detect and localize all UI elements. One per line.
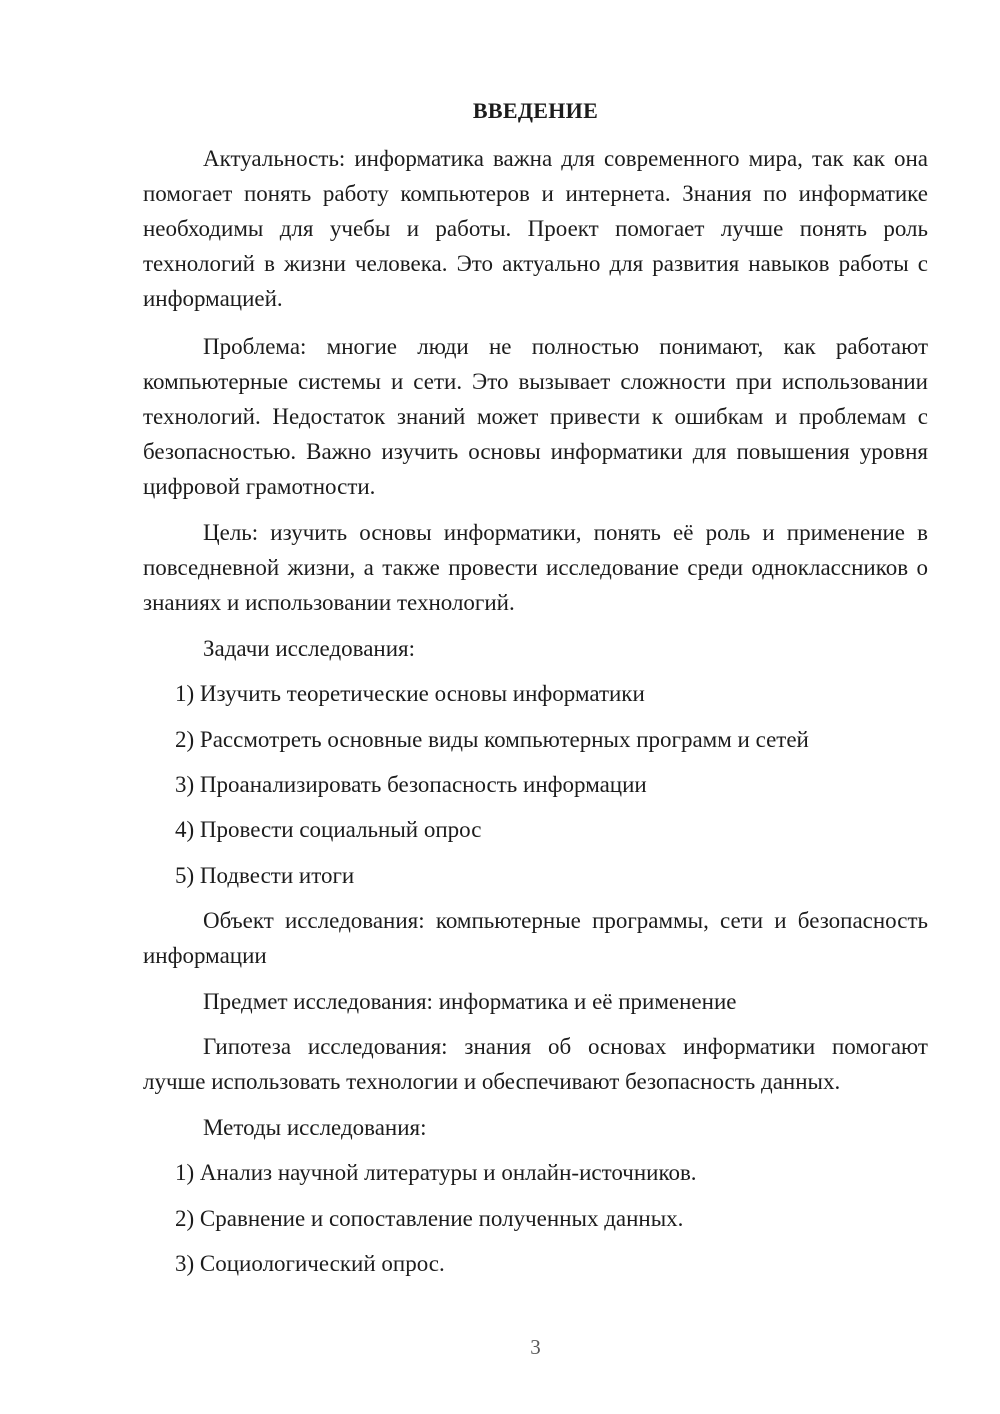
task-item: 1) Изучить теоретические основы информатики — [175, 681, 645, 706]
page-title: ВВЕДЕНИЕ — [472, 98, 599, 123]
object-paragraph: Объект исследования: компьютерные программы, сети и безопасность информации — [143, 908, 928, 968]
task-item: 5) Подвести итоги — [175, 863, 355, 888]
subject-line: Предмет исследования: информатика и её применение — [203, 989, 737, 1014]
method-item: 2) Сравнение и сопоставление полученных данных. — [175, 1206, 684, 1231]
relevance-paragraph: Актуальность: информатика важна для современного мира, так как она помогает понять работу компьютеров и интернета. Знания по информатике необходимы для учебы и работы. Проект помогает лучше понять роль технологий в жизни человека. Это актуально для развития навыков работы с информацией. — [143, 146, 928, 311]
method-item: 1) Анализ научной литературы и онлайн-источников. — [175, 1160, 697, 1185]
tasks-heading: Задачи исследования: — [203, 636, 416, 661]
method-item: 3) Социологический опрос. — [175, 1251, 445, 1276]
methods-heading: Методы исследования: — [203, 1115, 427, 1140]
page-number: 3 — [530, 1335, 541, 1359]
problem-paragraph: Проблема: многие люди не полностью понимают, как работают компьютерные системы и сети. Это вызывает сложности при использовании технологий. Недостаток знаний может привести к ошибкам и проблемам с безопасностью. Важно изучить основы информатики для повышения уровня цифровой грамотности. — [143, 334, 928, 499]
task-item: 4) Провести социальный опрос — [175, 817, 482, 842]
task-item: 3) Проанализировать безопасность информации — [175, 772, 647, 797]
task-item: 2) Рассмотреть основные виды компьютерных программ и сетей — [175, 727, 809, 752]
goal-paragraph: Цель: изучить основы информатики, понять её роль и применение в повседневной жизни, а также провести исследование среди одноклассников о знаниях и использовании технологий. — [143, 520, 928, 615]
hypothesis-paragraph: Гипотеза исследования: знания об основах информатики помогают лучше использовать технологии и обеспечивают безопасность данных. — [143, 1034, 928, 1094]
